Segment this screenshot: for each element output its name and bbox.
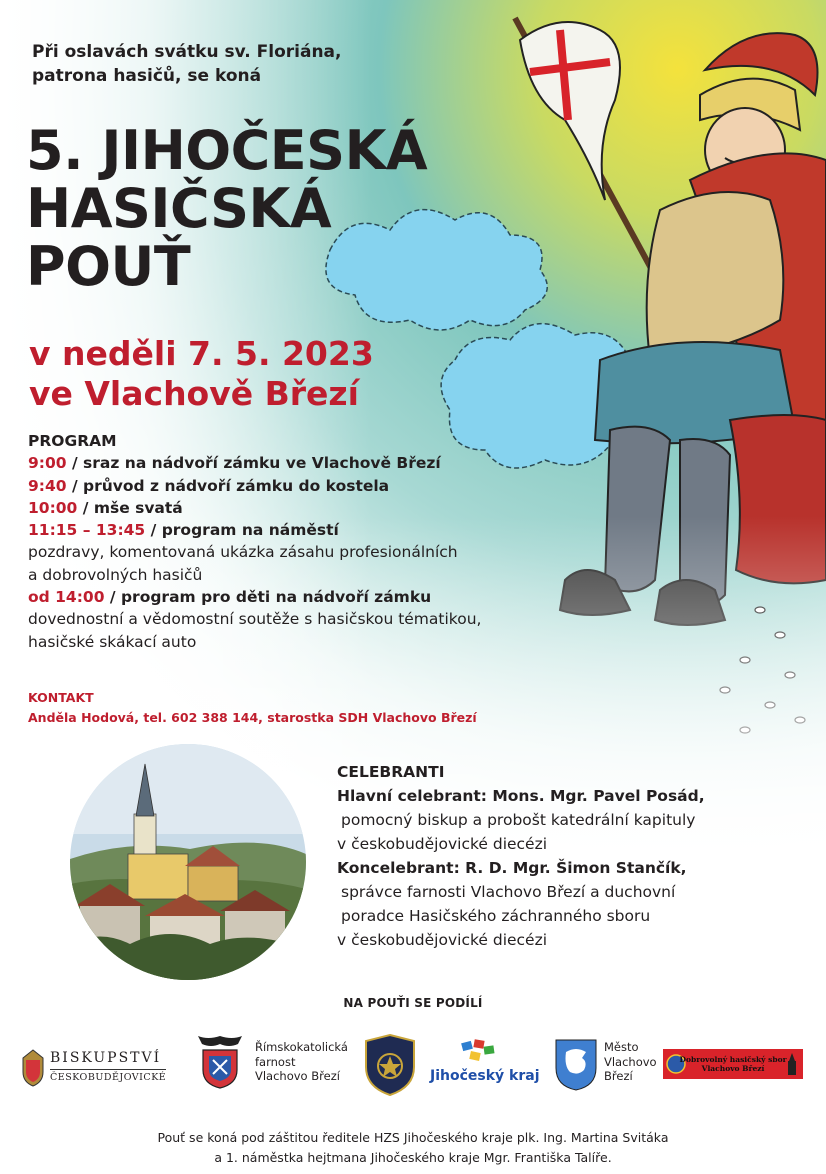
partners-heading: NA POUŤI SE PODÍLÍ — [343, 996, 483, 1010]
program-description: a dobrovolných hasičů — [28, 565, 203, 584]
logo-mesto — [554, 1036, 664, 1094]
program-activity: průvod z nádvoří zámku do kostela — [83, 476, 390, 495]
program-time: 10:00 — [28, 498, 78, 517]
event-place: ve Vlachově Březí — [29, 374, 359, 413]
program-item: 10:00 / mše svatá — [28, 498, 183, 517]
program-section — [28, 430, 481, 653]
biskupstvi-subname: ČESKOBUDĚJOVICKÉ — [50, 1069, 166, 1083]
contact-heading: KONTAKT — [28, 690, 94, 705]
sdh-name: Dobrovolný hasičský sbor Vlachovo Březí — [679, 1055, 787, 1073]
mesto-name: Město Vlachovo Březí — [604, 1040, 657, 1083]
contact-section — [28, 688, 477, 728]
bishopric-coat-of-arms-icon — [20, 1048, 46, 1088]
program-item: 9:40 / průvod z nádvoří zámku do kostela — [28, 476, 390, 495]
parish-coat-of-arms-icon — [193, 1036, 247, 1090]
program-item: 11:15 – 13:45 / program na náměstí — [28, 521, 339, 540]
region-logo-icon — [460, 1038, 496, 1064]
patronage-footer — [0, 1128, 826, 1168]
concelebrant: Koncelebrant: R. D. Mgr. Šimon Stančík, — [337, 859, 687, 877]
contact-text: Anděla Hodová, tel. 602 388 144, starostka SDH Vlachovo Březí — [28, 710, 477, 725]
program-item: 9:00 / sraz na nádvoří zámku ve Vlachově Březí — [28, 454, 441, 473]
fire-rescue-badge-icon — [364, 1034, 416, 1096]
celebrants-section — [337, 760, 705, 952]
logo-jihocesky-kraj — [430, 1038, 542, 1088]
biskupstvi-name: BISKUPSTVÍ — [50, 1050, 162, 1066]
main-celebrant-desc: v českobudějovické diecézi — [337, 835, 548, 853]
program-description: pozdravy, komentovaná ukázka zásahu profesionálních — [28, 543, 458, 562]
kraj-name: Jihočeský kraj — [430, 1068, 540, 1084]
footer-line-1: Pouť se koná pod záštitou ředitele HZS Jihočeského kraje plk. Ing. Martina Svitáka — [157, 1130, 669, 1145]
title-line-3: POUŤ — [26, 235, 191, 298]
program-activity: mše svatá — [93, 498, 183, 517]
church-photo — [70, 744, 306, 980]
intro-line-1: Při oslavách svátku sv. Floriána, — [32, 42, 342, 62]
town-coat-of-arms-icon — [554, 1038, 598, 1092]
program-time: 9:40 — [28, 476, 67, 495]
program-heading: PROGRAM — [28, 432, 117, 450]
title-line-2: HASIČSKÁ — [26, 177, 332, 240]
event-title — [26, 119, 428, 298]
event-date-place — [29, 334, 374, 414]
logo-biskupstvi — [20, 1046, 170, 1090]
program-time: 9:00 — [28, 454, 67, 473]
main-celebrant: Hlavní celebrant: Mons. Mgr. Pavel Posád, — [337, 787, 705, 805]
farnost-name: Římskokatolická farnost Vlachovo Březí — [255, 1040, 348, 1083]
event-date: v neděli 7. 5. 2023 — [29, 334, 374, 373]
concelebrant-desc: v českobudějovické diecézi — [337, 931, 548, 949]
program-description: dovednostní a vědomostní soutěže s hasičskou tématikou, — [28, 610, 482, 629]
program-time: 11:15 – 13:45 — [28, 521, 146, 540]
concelebrant-desc: správce farnosti Vlachovo Březí a duchovní — [341, 883, 676, 901]
main-celebrant-desc: pomocný biskup a probošt katedrální kapituly — [341, 811, 696, 829]
program-activity: program na náměstí — [161, 521, 339, 540]
concelebrant-desc: poradce Hasičského záchranného sboru — [341, 907, 651, 925]
footer-line-2: a 1. náměstka hejtmana Jihočeského kraje Mgr. Františka Talíře. — [214, 1150, 612, 1165]
intro-line-2: patrona hasičů, se koná — [32, 66, 262, 86]
program-activity: sraz na nádvoří zámku ve Vlachově Březí — [83, 454, 441, 473]
program-activity: program pro děti na nádvoří zámku — [120, 588, 432, 607]
title-line-1: 5. JIHOČESKÁ — [26, 119, 428, 182]
program-description: hasičské skákací auto — [28, 632, 197, 651]
celebrants-heading: CELEBRANTI — [337, 763, 445, 781]
program-time: od 14:00 — [28, 588, 105, 607]
program-item: od 14:00 / program pro děti na nádvoří zámku — [28, 588, 432, 607]
intro-text — [32, 40, 342, 88]
logo-farnost — [193, 1036, 353, 1092]
logo-hzs — [364, 1034, 416, 1096]
logo-sdh — [663, 1049, 803, 1079]
